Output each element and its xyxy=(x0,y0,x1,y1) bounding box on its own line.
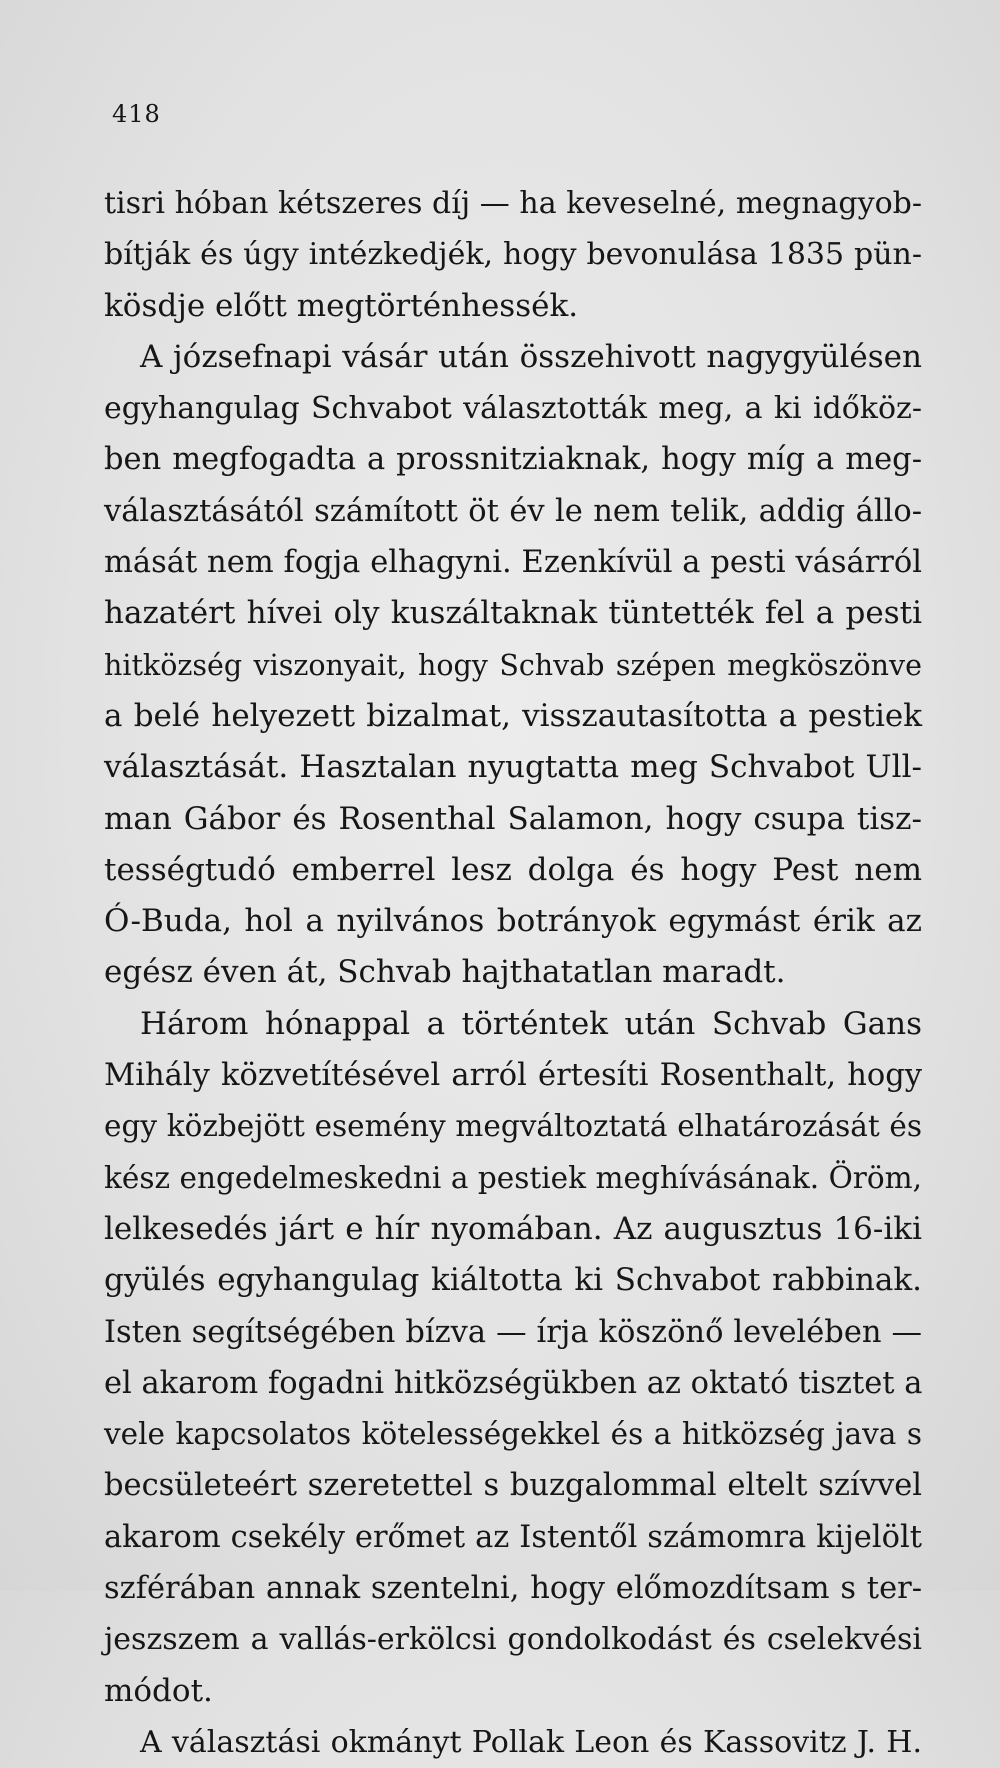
text-line: egy közbejött esemény megváltoztatá elhatározását és xyxy=(104,1109,922,1144)
text-line: egyhangulag Schvabot választották meg, a ki időköz- xyxy=(104,391,922,427)
text-line: tisri hóban kétszeres díj — ha keveselné, megnagyob- xyxy=(104,186,922,221)
text-line: Mihály közvetítésével arról értesíti Rosenthalt, hogy xyxy=(104,1058,922,1094)
text-line: választását. Hasztalan nyugtatta meg Schvabot Ull- xyxy=(104,749,922,786)
text-line: módot. xyxy=(104,1672,213,1709)
text-line: A józsefnapi vásár után összehivott nagygyülésen xyxy=(140,338,922,375)
text-line: gyülés egyhangulag kiáltotta ki Schvabot rabbinak. xyxy=(104,1262,922,1299)
body-text xyxy=(104,178,922,1768)
text-line: el akarom fogadni hitközségükben az oktató tisztet a xyxy=(104,1365,923,1401)
text-line: választásától számított öt év le nem telik, addig állo- xyxy=(104,493,922,529)
text-line: hazatért hívei oly kuszáltaknak tüntették fel a pesti xyxy=(104,595,922,632)
text-line: jeszszem a vallás-erkölcsi gondolkodást és cselekvési xyxy=(104,1622,922,1658)
text-line: szférában annak szentelni, hogy előmozdítsam s ter- xyxy=(104,1571,922,1607)
text-line: a belé helyezett bizalmat, visszautasította a pestiek xyxy=(104,697,922,734)
text-line: becsületeért szeretettel s buzgalommal eltelt szívvel xyxy=(104,1468,922,1504)
text-line: kösdje előtt megtörténhessék. xyxy=(104,287,579,324)
text-line: bítják és úgy intézkedjék, hogy bevonulása 1835 pün- xyxy=(104,237,922,273)
text-line: lelkesedés járt e hír nyomában. Az augusztus 16-iki xyxy=(104,1210,922,1247)
text-line: man Gábor és Rosenthal Salamon, hogy csupa tisz- xyxy=(104,800,922,837)
text-line: vele kapcsolatos kötelességekkel és a hitközség java s xyxy=(104,1417,922,1452)
text-line: Isten segítségében bízva — írja köszönő levelében — xyxy=(104,1314,922,1350)
text-line: Ó-Buda, hol a nyilvános botrányok egymást érik az xyxy=(104,903,922,940)
text-line: A választási okmányt Pollak Leon és Kassovitz J. H. xyxy=(140,1724,922,1760)
text-line: akarom csekély erőmet az Istentől számomra kijelölt xyxy=(104,1519,922,1555)
text-line: tességtudó emberrel lesz dolga és hogy Pest nem xyxy=(104,851,922,888)
page-number: 418 xyxy=(112,100,161,128)
text-line: ben megfogadta a prossnitziaknak, hogy míg a meg- xyxy=(104,442,922,478)
text-line: kész engedelmeskedni a pestiek meghívásának. Öröm, xyxy=(104,1160,922,1195)
text-line: mását nem fogja elhagyni. Ezenkívül a pesti vásárról xyxy=(104,545,922,581)
text-line: egész éven át, Schvab hajthatatlan maradt. xyxy=(104,954,786,991)
text-line: Három hónappal a történtek után Schvab Gans xyxy=(140,1005,922,1042)
text-line: hitközség viszonyait, hogy Schvab szépen megköszönve xyxy=(104,648,922,682)
